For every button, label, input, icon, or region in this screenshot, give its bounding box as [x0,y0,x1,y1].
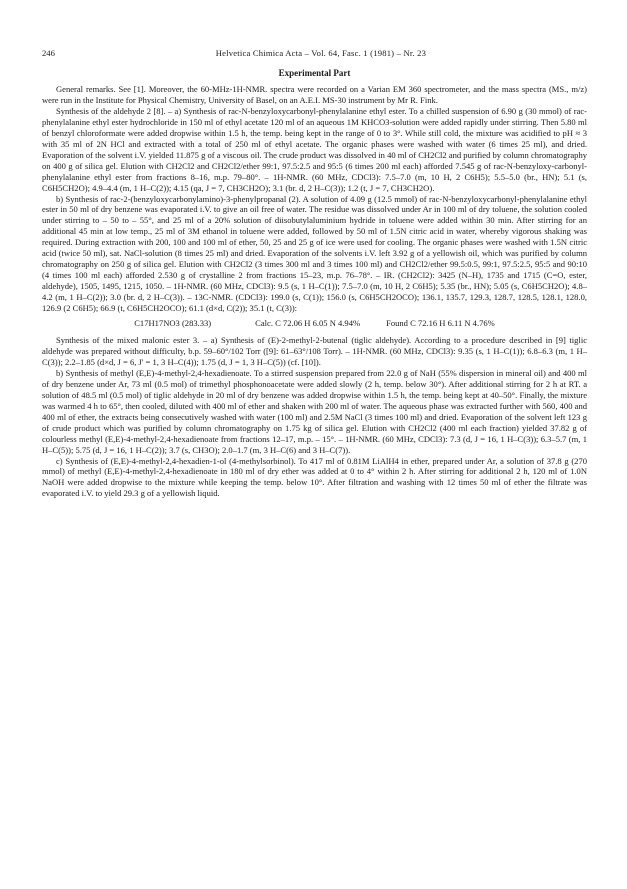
running-header [42,48,587,59]
paragraph-malonic-ester-a: Synthesis of the mixed malonic ester 3. – a) Synthesis of (E)-2-methyl-2-butenal (tiglic aldehyde). According to a procedure described in [9] tiglic aldehyde was prepared without difficulty, b.p. 59–60°/102 Torr ([9]: 61–63°/108 Torr). – 1H-NMR. (60 MHz, CDCl3): 9.35 (s, 1 H–C(1)); 6.8–6.3 (m, 1 H–C(3)); 2.2–1.85 (d×d, J = 6, J' = 1, 3 H–C(4)); 1.75 (d, J = 1, 3 H–C(5)) (cf. [10]). [42,335,587,367]
elemental-analysis [42,318,587,329]
paragraph-aldehyde-synthesis-a: Synthesis of the aldehyde 2 [8]. – a) Synthesis of rac-N-benzyloxycarbonyl-phenylalanine ethyl ester. To a chilled suspension of 6.90 g (30 mmol) of rac-phenylalanine ethyl ester hydrochloride in 150 ml of ethyl acetate 120 ml of an aqueous 1M KHCO3-solution were added rapidly under stirring. Then 5.80 ml of benzyl chloroformate were added dropwise within 1.5 h, the temp. being kept in the range of 0 to 3°. While still cold, the mixture was acidified to pH ≈ 3 with 35 ml of 2N HCl and extracted with a total of 250 ml of ethyl acetate. The organic phases were washed with water (6 times 25 ml), and dried. Evaporation of the solvent i.V. yielded 11.875 g of a viscous oil. The crude product was dissolved in 40 ml of CH2Cl2 and purified by column chromatography on 400 g of silica gel. Elution with CH2Cl2 and CH2Cl2/ether 99:1, 97.5:2.5 and 95:5 (6 times 200 ml each) afforded 7.545 g of rac-N-benzyloxy-carbonyl-phenylalanine ethyl ester from fractions 8–16, m.p. 79–80°. – 1H-NMR. (60 MHz, CDCl3): 7.5–7.0 (m, 10 H, 2 C6H5); 5.5–5.0 (br., HN); 5.1 (s, C6H5CH2O); 4.9–4.4 (m, 1 H–C(2)); 4.15 (qa, J = 7, CH3CH2O); 3.1 (br. d, 2 H–C(3)); 1.2 (t, J = 7, CH3CH2O). [42,105,587,193]
molecular-formula: C17H17NO3 (283.33) [134,318,212,329]
paper-page [42,48,587,499]
journal-running-title: Helvetica Chimica Acta – Vol. 64, Fasc. 1 (1981) – Nr. 23 [215,48,427,58]
analysis-calc: Calc. C 72.06 H 6.05 N 4.94% [255,318,361,329]
paragraph-malonic-ester-c: c) Synthesis of (E,E)-4-methyl-2,4-hexadien-1-ol (4-methylsorbinol). To 417 ml of 0.81M LiAlH4 in ether, prepared under Ar, a solution of 37.8 g (270 mmol) of methyl (E,E)-4-methyl-2,4-hexadienoate in 180 ml of dry ether was added at 0 to 4° within 2 h. After stirring for additional 2 h, 120 ml of 1.0N NaOH were added dropwise to the mixture while keeping the temp. below 10°. After filtration and washing with 12 times 50 ml of ether the filtrate was evaporated i.V. to yield 29.3 g of a yellowish liquid. [42,455,587,499]
section-title: Experimental Part [278,68,351,78]
page-number: 246 [42,48,55,58]
paragraph-malonic-ester-b: b) Synthesis of methyl (E,E)-4-methyl-2,4-hexadienoate. To a stirred suspension prepared from 22.0 g of NaH (55% dispersion in mineral oil) and 400 ml of dry benzene under Ar, 73 ml (0.5 mol) of trimethyl phosphonoacetate were added slowly (2 h, temp. below 30°). After additional stirring for 2 h at RT. a solution of 48.5 ml (0.5 mol) of tiglic aldehyde in 20 ml of dry benzene was added dropwise within 1.5 h, the temp. being kept at 40–50°. Finally, the mixture was warmed 4 h to 65°, then cooled, diluted with 400 ml of ether and shaken with 200 ml of water. The aqueous phase was extracted further with 560, 400 and 400 ml of ether, the extracts being consecutively washed with water (100 ml) and 2.5M NaCl (3 times 100 ml) and dried. Evaporation of the solvent left 123 g of crude product which was purified by column chromatography on 1.75 kg of silica gel. Elution with CH2Cl2 (400 ml each fraction) yielded 37.82 g of colourless methyl (E,E)-4-methyl-2,4-hexadienoate from fractions 12–17, m.p. – 15°. – 1H-NMR. (60 MHz, CDCl3): 7.3 (d, J = 16, 1 H–C(3)); 6.3–5.7 (m, 1 H–C(5)); 5.75 (d, J = 16, 1 H–C(2)); 3.7 (s, CH3O); 2.0–1.7 (m, 3 H–C(6) and 3 H–C(7)). [42,367,587,455]
analysis-found: Found C 72.16 H 6.11 N 4.76% [386,318,495,329]
paragraph-aldehyde-synthesis-b: b) Synthesis of rac-2-(benzyloxycarbonylamino)-3-phenylpropanal (2). A solution of 4.09 g (12.5 mmol) of rac-N-benzyloxycarbonyl-phenylalanine ethyl ester in 50 ml of dry benzene was evaporated i.V. to give an oil free of water. The residue was dissolved under Ar in 100 ml of dry toluene, the solution cooled under stirring to – 50 to – 55°, and 25 ml of a 20% solution of diisobutylaluminium hydride in toluene were added within 30 min. After stirring for an additional 45 min at low temp., 25 ml of 3M ethanol in toluene were added, followed by 50 ml of 1.5N citric acid in water, whereby vigorous shaking was required. During extraction with 200, 100 and 100 ml of ether, 50, 25 and 25 g of ice were used for cooling. The organic phases were washed with 1.5N citric acid (twice 50 ml), sat. NaCl-solution (8 times 25 ml) and dried. Evaporation of the solvents i.V. left 3.92 g of a yellowish oil, which was purified by column chromatography on 250 g of silica gel. Elution with CH2Cl2 (3 times 300 ml and 3 times 100 ml) and CH2Cl2/ether 99.5:0.5, 99:1, 97.5:2.5, 95:5 and 90:10 (4 times 100 ml each) afforded 2.530 g of crystalline 2 from fractions 15–23, m.p. 76–78°. – IR. (CH2Cl2): 3425 (N–H), 1735 and 1715 (C=O, ester, aldehyde), 1505, 1495, 1215, 1050. – 1H-NMR. (60 MHz, CDCl3): 9.5 (s, 1 H–C(1)); 7.5–7.0 (m, 10 H, 2 C6H5); 5.35 (br., HN); 5.05 (s, C6H5CH2O); 4.8–4.2 (m, 1 H–C(2)); 3.0 (br. d, 2 H–C(3)). – 13C-NMR. (CDCl3): 199.0 (s, C(1)); 156.0 (s, C6H5CH2OCO); 136.1, 135.7, 129.3, 128.7, 128.5, 128.1, 128.0, 126.9 (2 C6H5); 66.9 (t, C6H5CH2OCO); 61.1 (d×d, C(2)); 35.1 (t, C(3)): [42,193,587,314]
paragraph-general-remarks: General remarks. See [1]. Moreover, the 60-MHz-1H-NMR. spectra were recorded on a Varian EM 360 spectrometer, and the mass spectra (MS., m/z) were run in the Institute for Physical Chemistry, University of Basel, on an A.E.I. MS-30 instrument by Mr R. Fink. [42,84,587,105]
